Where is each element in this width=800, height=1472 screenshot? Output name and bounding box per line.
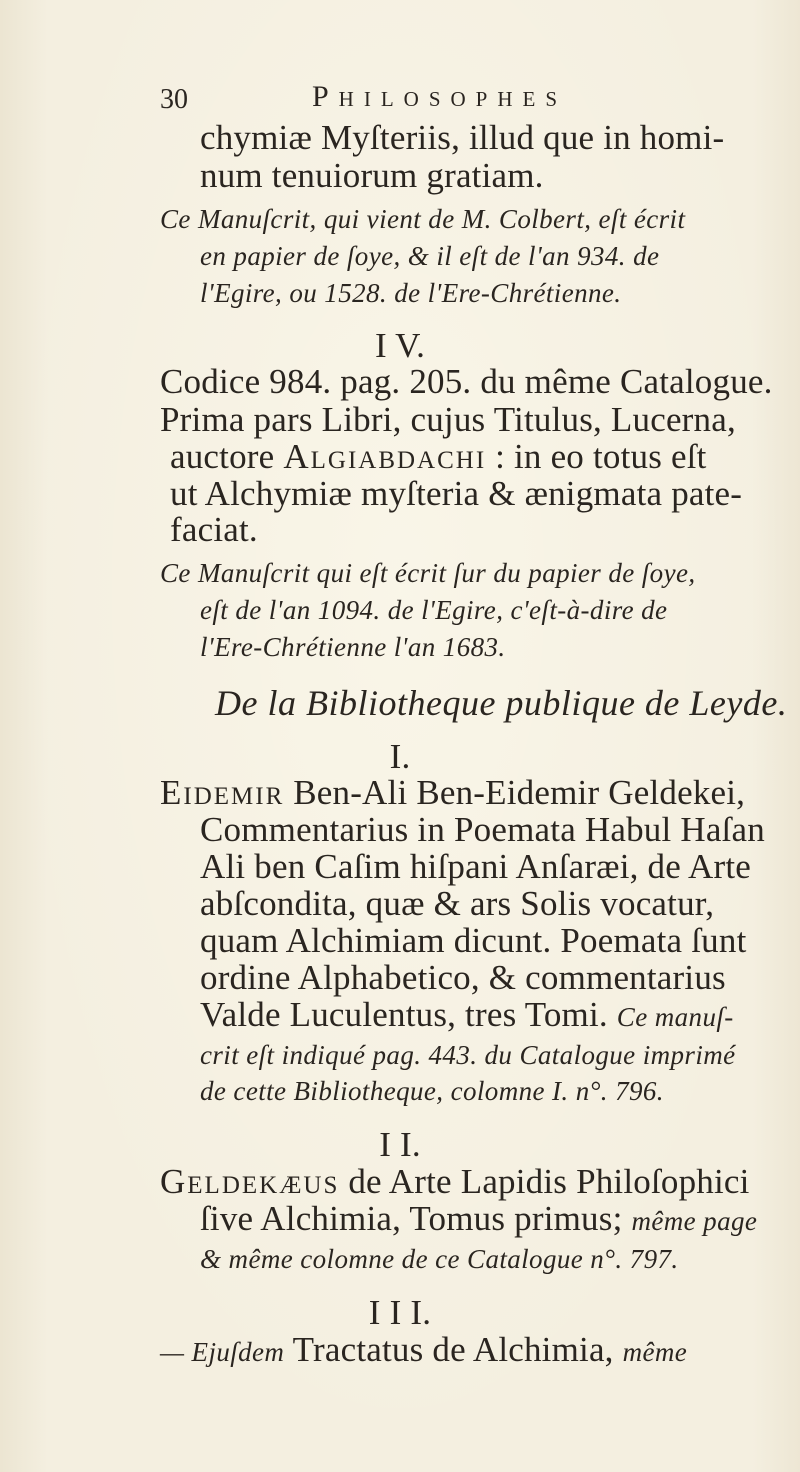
text-line: ordine Alphabetico, & commentarius <box>200 958 726 997</box>
text-span: — Ejuſdem <box>160 1337 285 1367</box>
section-number: I I. <box>379 1125 421 1164</box>
running-title: Philosophes <box>312 80 568 113</box>
text-line: faciat. <box>170 510 258 549</box>
text-line: crit eſt indiqué pag. 443. du Catalogue imprimé <box>200 1040 736 1070</box>
text-span: Valde Luculentus, tres Tomi. <box>200 995 617 1034</box>
page-number: 30 <box>160 84 188 115</box>
text-line <box>160 1330 687 1372</box>
text-line: ut Alchymiæ myſteria & ænigmata pate- <box>170 474 743 513</box>
text-line: Prima pars Libri, cujus Titulus, Lucerna, <box>160 400 736 439</box>
text-line: quam Alchimiam dicunt. Poemata ſunt <box>200 921 747 960</box>
text-span: même <box>622 1337 688 1367</box>
text-line: Commentarius in Poemata Habul Haſan <box>200 810 765 849</box>
text-line <box>160 1162 750 1202</box>
text-line: & même colomne de ce Catalogue n°. 797. <box>200 1244 679 1274</box>
text-line: l'Egire, ou 1528. de l'Ere-Chrétienne. <box>200 278 622 308</box>
section-number: I V. <box>374 326 426 365</box>
author-name: Algiabdachi <box>283 437 487 476</box>
text-line: Ce Manuſcrit, qui vient de M. Colbert, eſt écrit <box>160 204 686 234</box>
text-span: Tractatus de Alchimia, <box>284 1330 623 1369</box>
text-line: l'Ere-Chrétienne l'an 1683. <box>200 632 506 662</box>
text-line: eſt de l'an 1094. de l'Egire, c'eſt-à-dire de <box>200 595 668 625</box>
text-line: Ali ben Caſim hiſpani Anſaræi, de Arte <box>200 847 751 886</box>
text-line <box>200 1199 757 1241</box>
text-line: Ce Manuſcrit qui eſt écrit ſur du papier de ſoye, <box>160 558 696 588</box>
text-line: num tenuiorum gratiam. <box>200 156 544 195</box>
text-span: auctore <box>170 437 284 476</box>
text-line: chymiæ Myſteriis, illud que in homi- <box>200 118 725 157</box>
text-line: abſcondita, quæ & ars Solis vocatur, <box>200 884 715 923</box>
section-heading: De la Bibliotheque publique de Leyde. <box>215 683 788 723</box>
section-number: I I I. <box>368 1293 432 1332</box>
author-name: Geldekæus <box>160 1162 340 1201</box>
text-line: en papier de ſoye, & il eſt de l'an 934. de <box>200 241 660 271</box>
text-span: Ben-Ali Ben-Eidemir Geldekei, <box>284 773 746 812</box>
section-number: I. <box>389 737 411 776</box>
text-span: même page <box>631 1206 758 1236</box>
text-span: ſive Alchimia, Tomus primus; <box>200 1199 632 1238</box>
text-line <box>170 437 707 477</box>
text-line: de cette Bibliotheque, colomne I. n°. 796. <box>200 1076 664 1106</box>
text-span: de Arte Lapidis Philoſophici <box>339 1162 750 1201</box>
text-span: : in eo totus eſt <box>486 437 707 476</box>
text-line <box>200 995 734 1037</box>
text-line <box>160 773 745 813</box>
text-span: Ce manuſ- <box>616 1002 734 1032</box>
text-line: Codice 984. pag. 205. du même Catalogue. <box>160 362 773 401</box>
author-name: Eidemir <box>160 773 285 812</box>
